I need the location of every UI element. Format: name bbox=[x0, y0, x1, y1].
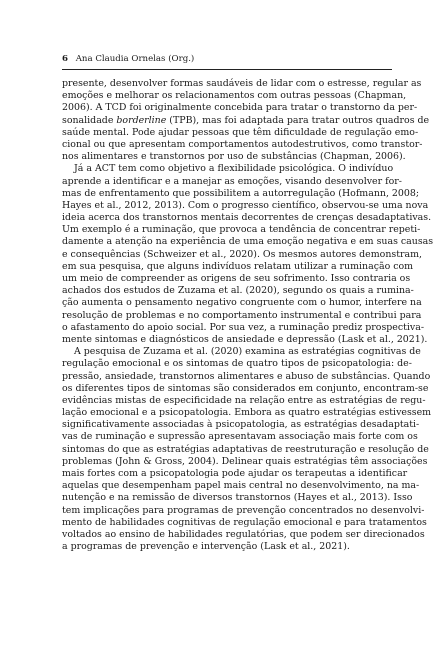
text-line: achados dos estudos de Zuzama et al. (2020), segundo os quais a rumina- bbox=[62, 285, 414, 297]
text-line: aquelas que desempenham papel mais central no desenvolvimento, na ma- bbox=[62, 480, 420, 492]
running-header bbox=[62, 54, 392, 65]
text-line: e consequências (Schweizer et al., 2020). Os mesmos autores demonstram, bbox=[62, 248, 423, 260]
text-line: mas de enfrentamento que possibilitem a autorregulação (Hofmann, 2008; bbox=[62, 187, 420, 199]
text-line: a programas de prevenção e intervenção (Lask et al., 2021). bbox=[62, 541, 350, 553]
italic-term: borderline bbox=[116, 114, 167, 126]
text-line: aprende a identificar e a manejar as emoções, visando desenvolver for- bbox=[62, 175, 402, 187]
text-line: mais fortes com a psicopatologia pode ajudar os terapeutas a identificar bbox=[62, 468, 408, 479]
text-line: voltados ao ensino de habilidades regulatórias, que podem ser direcionados bbox=[62, 528, 425, 540]
text-line: nutenção e na remissão de diversos transtornos (Hayes et al., 2013). Isso bbox=[62, 492, 413, 504]
text-line: em sua pesquisa, que alguns indivíduos relatam utilizar a ruminação com bbox=[62, 260, 414, 272]
text-line: problemas (John & Gross, 2004). Delinear quais estratégias têm associações bbox=[62, 455, 428, 467]
text-line: A pesquisa de Zuzama et al. (2020) examina as estratégias cognitivas de bbox=[74, 346, 421, 358]
running-head: Ana Claudia Ornelas (Org.) bbox=[75, 54, 195, 64]
text-line: cional ou que apresentam comportamentos autodestrutivos, como transtor- bbox=[62, 138, 423, 150]
text-line: emoções e melhorar os relacionamentos com outras pessoas (Chapman, bbox=[62, 90, 407, 102]
text-line: Já a ACT tem como objetivo a flexibilidade psicológica. O indivíduo bbox=[74, 163, 394, 175]
text-line: sintomas do que as estratégias adaptativas de reestruturação e resolução de bbox=[62, 443, 429, 455]
text-line bbox=[62, 114, 430, 127]
text-line: resolução de problemas e no comportamento instrumental e contribui para bbox=[62, 309, 422, 321]
text-segment: sonalidade bbox=[62, 114, 117, 126]
text-line: presente, desenvolver formas saudáveis de lidar com o estresse, regular as bbox=[62, 78, 422, 89]
text-line: ideia acerca dos transtornos mentais decorrentes de crenças desadaptativas. bbox=[62, 212, 432, 224]
text-line: damente a atenção na experiência de uma emoção negativa e em suas causas bbox=[62, 236, 434, 248]
text-line: nos alimentares e transtornos por uso de substâncias (Chapman, 2006). bbox=[62, 151, 406, 163]
page-number: 6 bbox=[62, 54, 68, 64]
text-line: os diferentes tipos de sintomas são considerados em conjunto, encontram-se bbox=[62, 382, 429, 394]
text-line: significativamente associadas à psicopatologia, as estratégias desadaptati- bbox=[62, 419, 420, 431]
text-line: o afastamento do apoio social. Por sua vez, a ruminação prediz prospectiva- bbox=[62, 321, 425, 333]
text-line: Um exemplo é a ruminação, que provoca a tendência de concentrar repeti- bbox=[62, 224, 421, 236]
header-rule bbox=[62, 69, 392, 70]
text-line: pressão, ansiedade, transtornos alimentares e abuso de substâncias. Quando bbox=[62, 370, 431, 382]
text-line: lação emocional e a psicopatologia. Embora as quatro estratégias estivessem bbox=[62, 407, 432, 419]
text-line: saúde mental. Pode ajudar pessoas que têm dificuldade de regulação emo- bbox=[62, 126, 419, 138]
body-text bbox=[62, 78, 434, 553]
text-line: ção aumenta o pensamento negativo congruente com o humor, interfere na bbox=[62, 297, 422, 309]
text-line: 2006). A TCD foi originalmente concebida para tratar o transtorno da per- bbox=[62, 102, 418, 114]
text-line: tem implicações para programas de prevenção concentrados no desenvolvi- bbox=[62, 504, 425, 516]
text-line: um meio de compreender as origens de seu sofrimento. Isso contraria os bbox=[62, 273, 411, 284]
text-line: regulação emocional e os sintomas de quatro tipos de psicopatologia: de- bbox=[62, 358, 412, 370]
text-line: vas de ruminação e supressão apresentavam associação mais forte com os bbox=[62, 431, 418, 443]
text-line: Hayes et al., 2012, 2013). Com o progresso científico, observou-se uma nova bbox=[62, 199, 429, 211]
text-segment: (TPB), mas foi adaptada para tratar outros quadros de bbox=[166, 114, 430, 126]
text-line: evidências mistas de especificidade na relação entre as estratégias de regu- bbox=[62, 394, 426, 406]
text-line: mento de habilidades cognitivas de regulação emocional e para tratamentos bbox=[62, 516, 427, 528]
text-line: mente sintomas e diagnósticos de ansiedade e depressão (Lask et al., 2021). bbox=[62, 333, 428, 345]
